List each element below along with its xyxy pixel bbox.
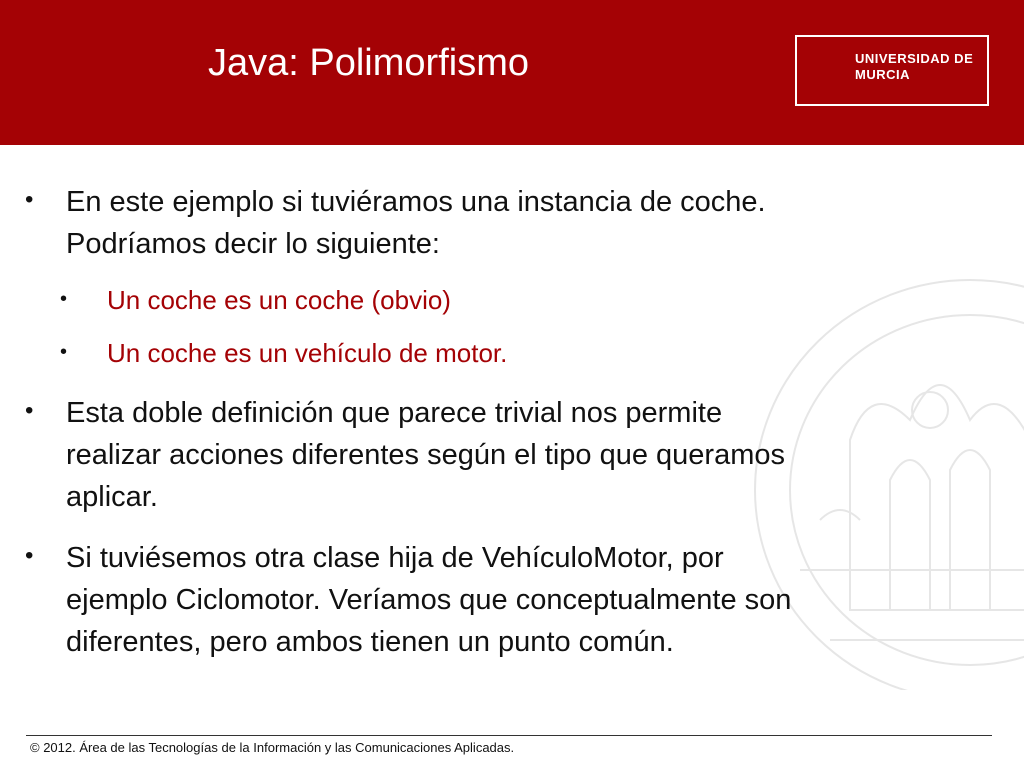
logo-line-1: UNIVERSIDAD DE bbox=[855, 51, 974, 66]
footer-copyright: © 2012. Área de las Tecnologías de la Información y las Comunicaciones Aplicadas. bbox=[30, 740, 515, 755]
bullet-item-1 bbox=[66, 181, 766, 265]
bullet-marker: • bbox=[25, 542, 34, 569]
bullet-2-line-3: aplicar. bbox=[66, 481, 158, 513]
university-logo bbox=[795, 35, 989, 106]
sub-bullet-1: Un coche es un coche (obvio) bbox=[107, 285, 451, 315]
logo-line-2: MURCIA bbox=[855, 67, 910, 82]
bullet-2-line-1: Esta doble definición que parece trivial nos permite bbox=[66, 397, 723, 429]
footer-divider bbox=[26, 735, 992, 736]
bullet-marker: • bbox=[25, 397, 34, 424]
sub-bullet-marker: • bbox=[60, 341, 68, 363]
sub-bullet-marker: • bbox=[60, 288, 68, 310]
bullet-2-line-2: realizar acciones diferentes según el tipo que queramos bbox=[66, 439, 785, 471]
bullet-item-3 bbox=[66, 537, 791, 663]
slide-title: Java: Polimorfismo bbox=[208, 42, 529, 84]
bullet-3-line-2: ejemplo Ciclomotor. Veríamos que conceptualmente son bbox=[66, 584, 792, 616]
bullet-marker: • bbox=[25, 186, 34, 213]
sub-bullet-2: Un coche es un vehículo de motor. bbox=[107, 338, 508, 368]
bullet-1-line-1: En este ejemplo si tuviéramos una instancia de coche. bbox=[66, 186, 766, 218]
bullet-item-2 bbox=[66, 392, 785, 518]
bullet-3-line-3: diferentes, pero ambos tienen un punto común. bbox=[66, 626, 674, 658]
bullet-1-line-2: Podríamos decir lo siguiente: bbox=[66, 228, 440, 260]
bullet-3-line-1: Si tuviésemos otra clase hija de VehículoMotor, por bbox=[66, 542, 724, 574]
slide-header bbox=[0, 0, 1024, 145]
